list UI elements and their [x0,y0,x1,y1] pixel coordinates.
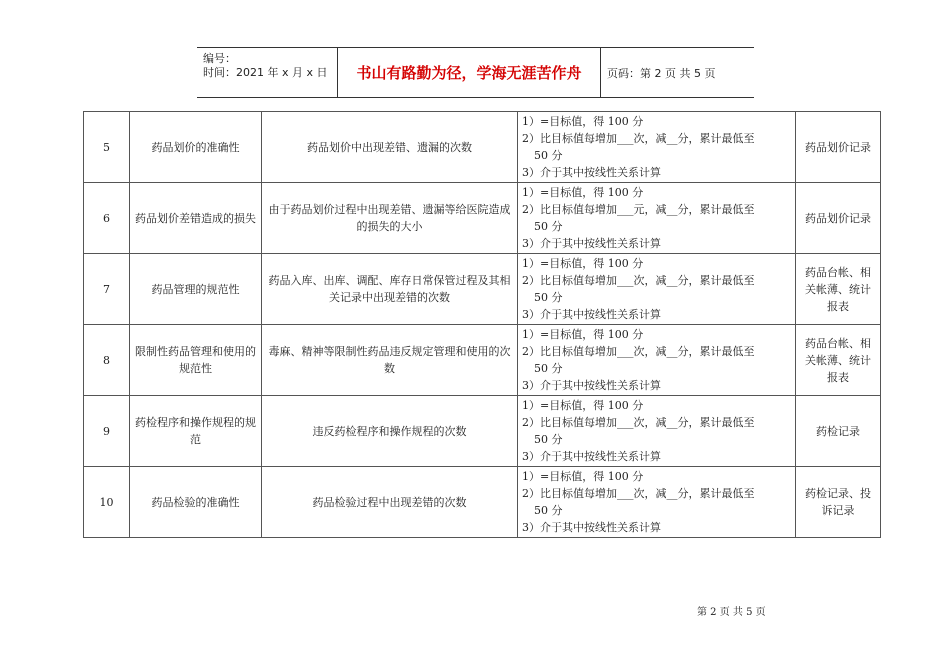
scoring-rule-line: 1）=目标值，得 100 分 [522,399,644,412]
indicator-name: 药检程序和操作规程的规范 [130,396,262,467]
code-label: 编号： [203,52,236,65]
scoring-rule-line: 3）介于其中按线性关系计算 [522,166,661,179]
indicator-definition: 由于药品划价过程中出现差错、遗漏等给医院造成的损失的大小 [262,183,518,254]
indicator-definition: 药品入库、出库、调配、库存日常保管过程及其相关记录中出现差错的次数 [262,254,518,325]
indicator-definition: 毒麻、精神等限制性药品违反规定管理和使用的次数 [262,325,518,396]
scoring-rule [518,396,796,467]
scoring-rule-line: 50 分 [534,149,563,162]
scoring-rule-line: 3）介于其中按线性关系计算 [522,237,661,250]
motto: 书山有路勤为径，学海无涯苦作舟 [338,48,601,97]
scoring-rule-line: 2）比目标值每增加___次，减__分，累计最低至 [522,416,755,429]
scoring-rule-line: 1）=目标值，得 100 分 [522,115,644,128]
scoring-rule-line: 1）=目标值，得 100 分 [522,186,644,199]
scoring-rule-line: 3）介于其中按线性关系计算 [522,379,661,392]
scoring-rule [518,112,796,183]
indicator-table-body [84,112,881,538]
scoring-rule-line: 50 分 [534,220,563,233]
data-source: 药品台帐、相关帐薄、统计报表 [796,254,881,325]
row-number: 10 [84,467,130,538]
table-row [84,254,881,325]
scoring-rule-line: 50 分 [534,291,563,304]
scoring-rule-line: 3）介于其中按线性关系计算 [522,521,661,534]
indicator-name: 药品划价的准确性 [130,112,262,183]
table-row [84,112,881,183]
scoring-rule-line: 50 分 [534,433,563,446]
indicator-table [83,111,881,538]
scoring-rule-line: 2）比目标值每增加___次，减__分，累计最低至 [522,132,755,145]
scoring-rule-line: 1）=目标值，得 100 分 [522,257,644,270]
header-info-cell [197,48,338,97]
scoring-rule [518,325,796,396]
table-row [84,325,881,396]
table-row [84,183,881,254]
scoring-rule-line: 50 分 [534,362,563,375]
indicator-name: 药品划价差错造成的损失 [130,183,262,254]
indicator-definition: 药品划价中出现差错、遗漏的次数 [262,112,518,183]
scoring-rule [518,183,796,254]
page-header [197,47,754,98]
data-source: 药品划价记录 [796,183,881,254]
indicator-name: 药品管理的规范性 [130,254,262,325]
data-source: 药检记录 [796,396,881,467]
row-number: 5 [84,112,130,183]
data-source: 药检记录、投诉记录 [796,467,881,538]
indicator-definition: 违反药检程序和操作规程的次数 [262,396,518,467]
time-label: 时间：2021 年 x 月 x 日 [203,66,328,79]
scoring-rule [518,254,796,325]
scoring-rule-line: 2）比目标值每增加___次，减__分，累计最低至 [522,345,755,358]
data-source: 药品台帐、相关帐薄、统计报表 [796,325,881,396]
scoring-rule-line: 2）比目标值每增加___次，减__分，累计最低至 [522,274,755,287]
scoring-rule [518,467,796,538]
scoring-rule-line: 3）介于其中按线性关系计算 [522,308,661,321]
page-label: 页码：第 2 页 共 5 页 [607,66,716,80]
row-number: 7 [84,254,130,325]
indicator-name: 药品检验的准确性 [130,467,262,538]
row-number: 6 [84,183,130,254]
indicator-definition: 药品检验过程中出现差错的次数 [262,467,518,538]
page-footer: 第 2 页 共 5 页 [697,607,766,618]
scoring-rule-line: 1）=目标值，得 100 分 [522,328,644,341]
scoring-rule-line: 3）介于其中按线性关系计算 [522,450,661,463]
row-number: 8 [84,325,130,396]
data-source: 药品划价记录 [796,112,881,183]
scoring-rule-line: 2）比目标值每增加___元，减__分，累计最低至 [522,203,755,216]
scoring-rule-line: 50 分 [534,504,563,517]
table-row [84,396,881,467]
table-row [84,467,881,538]
scoring-rule-line: 2）比目标值每增加___次，减__分，累计最低至 [522,487,755,500]
row-number: 9 [84,396,130,467]
scoring-rule-line: 1）=目标值，得 100 分 [522,470,644,483]
indicator-name: 限制性药品管理和使用的规范性 [130,325,262,396]
